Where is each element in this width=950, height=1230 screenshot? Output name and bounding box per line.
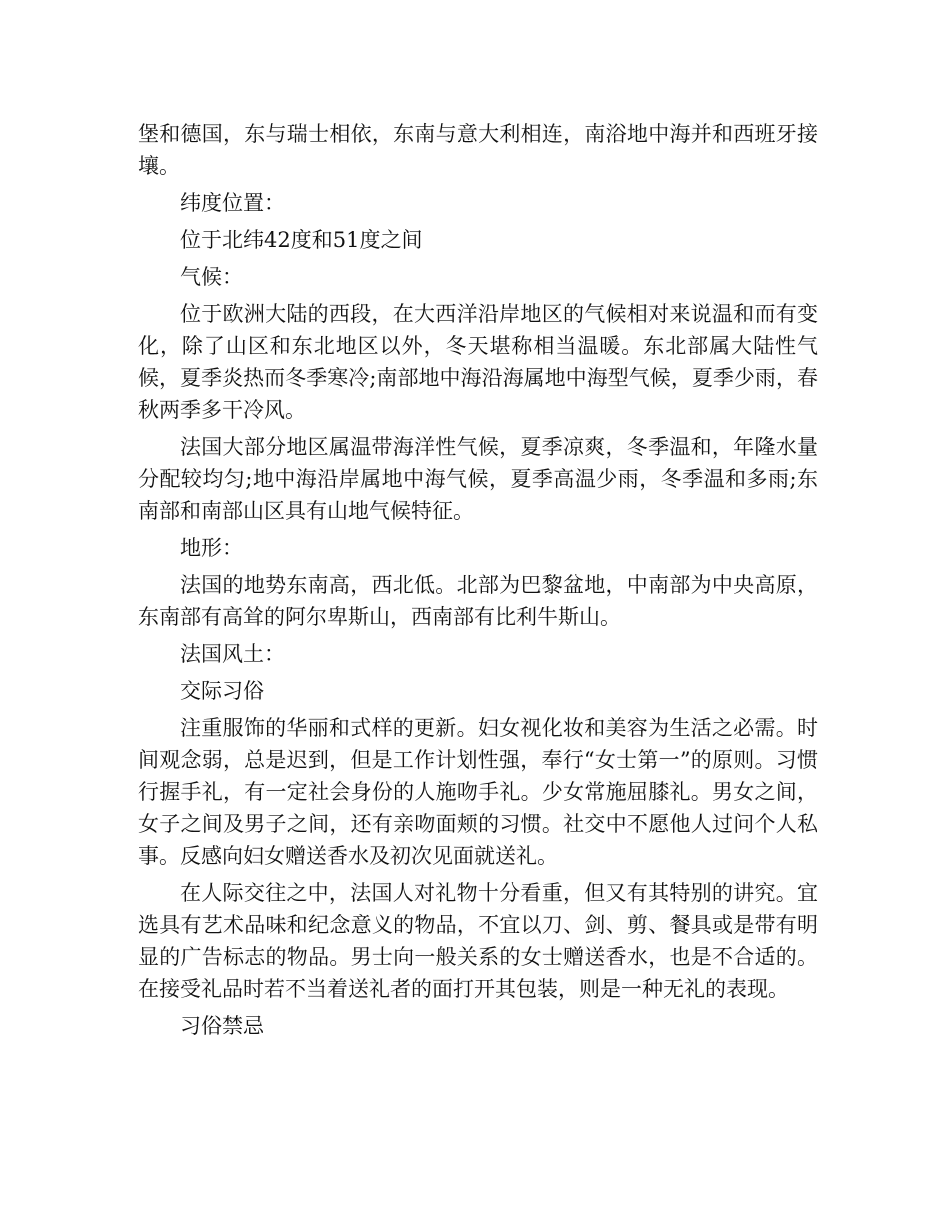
paragraph-climate-1: 位于欧洲大陆的西段，在大西洋沿岸地区的气候相对来说温和而有变化，除了山区和东北地区以外，冬天堪称相当温暖。东北部属大陆性气候，夏季炎热而冬季寒冷;南部地中海沿海属地中海型气候，夏季少雨，春秋两季多干冷风。 xyxy=(138,302,818,422)
paragraph-terrain: 法国的地势东南高，西北低。北部为巴黎盆地，中南部为中央高原，东南部有高耸的阿尔卑斯山，西南部有比利牛斯山。 xyxy=(138,573,818,629)
heading-terrain: 地形： xyxy=(180,536,243,560)
heading-climate: 气候： xyxy=(180,265,243,289)
heading-latitude: 纬度位置： xyxy=(180,191,285,215)
paragraph-social-customs: 注重服饰的华丽和式样的更新。妇女视化妆和美容为生活之必需。时间观念弱，总是迟到，但是工作计划性强，奉行“女士第一”的原则。习惯行握手礼，有一定社会身份的人施吻手礼。少女常施屈膝礼。男女之间，女子之间及男子之间，还有亲吻面颊的习惯。社交中不愿他人过问个人私事。反感向妇女赠送香水及初次见面就送礼。 xyxy=(138,716,818,868)
document-page xyxy=(138,118,818,1047)
paragraph-latitude: 位于北纬42度和51度之间 xyxy=(180,228,423,252)
heading-customs: 法国风土： xyxy=(180,642,285,666)
paragraph-border-continuation: 堡和德国，东与瑞士相依，东南与意大利相连，南浴地中海并和西班牙接壤。 xyxy=(138,122,818,178)
heading-taboos: 习俗禁忌 xyxy=(180,1014,264,1038)
heading-social-customs: 交际习俗 xyxy=(180,679,264,703)
paragraph-climate-2: 法国大部分地区属温带海洋性气候，夏季凉爽，冬季温和，年隆水量分配较均匀;地中海沿岸属地中海气候，夏季高温少雨，冬季温和多雨;东南部和南部山区具有山地气候特征。 xyxy=(138,435,818,523)
paragraph-gift-etiquette: 在人际交往之中，法国人对礼物十分看重，但又有其特别的讲究。宜选具有艺术品味和纪念意义的物品，不宜以刀、剑、剪、餐具或是带有明显的广告标志的物品。男士向一般关系的女士赠送香水，也是不合适的。在接受礼品时若不当着送礼者的面打开其包装，则是一种无礼的表现。 xyxy=(138,881,818,1001)
